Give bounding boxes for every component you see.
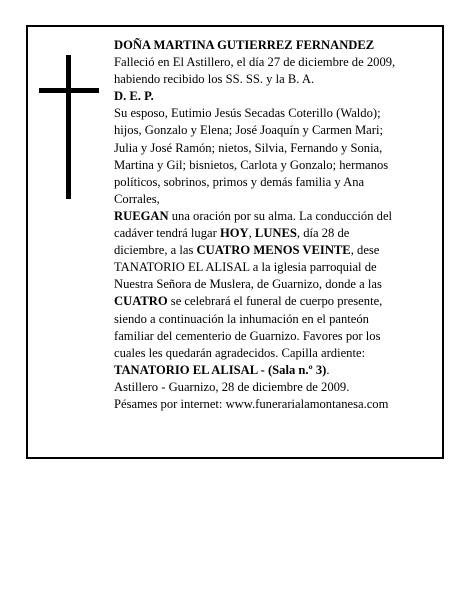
family-line: políticos, sobrinos, primos y demás familia y Ana	[114, 174, 365, 189]
procession-line: Nuestra Señora de Muslera, de Guarnizo, donde a las	[114, 277, 382, 292]
procession-line: diciembre, a las CUATRO MENOS VEINTE, dese	[114, 243, 380, 258]
procession-line: cadáver tendrá lugar HOY, LUNES, día 28 de	[114, 226, 350, 241]
request-line: RUEGAN una oración por su alma. La conducción del	[114, 208, 393, 223]
rip-line: D. E. P.	[114, 89, 154, 104]
cross-horizontal-bar	[39, 88, 99, 93]
chapel-location-line: TANATORIO EL ALISAL - (Sala n.º 3).	[114, 362, 330, 377]
cross-vertical-bar	[66, 55, 71, 199]
funeral-line: familiar del cementerio de Guarnizo. Favores por los	[114, 328, 381, 343]
funeral-line: CUATRO se celebrará el funeral de cuerpo presente,	[114, 294, 383, 309]
family-line: Julia y José Ramón; nietos, Silvia, Fernando y Sonia,	[114, 140, 383, 155]
funeral-line: siendo a continuación la inhumación en el panteón	[114, 311, 369, 326]
death-line: Falleció en El Astillero, el día 27 de diciembre de 2009,	[114, 55, 396, 70]
place-date-line: Astillero - Guarnizo, 28 de diciembre de 2009.	[114, 379, 350, 394]
name-line: DOÑA MARTINA GUTIERREZ FERNANDEZ	[114, 38, 375, 52]
latin-cross-icon	[39, 55, 99, 199]
obituary-text	[114, 37, 444, 413]
family-line: Martina y Gil; bisnietos, Carlota y Gonzalo; hermanos	[114, 157, 389, 172]
sacraments-line: habiendo recibido los SS. SS. y la B. A.	[114, 72, 315, 87]
procession-line: TANATORIO EL ALISAL a la iglesia parroquial de	[114, 260, 377, 275]
family-line: Su esposo, Eutimio Jesús Secadas Coterillo (Waldo);	[114, 106, 381, 121]
family-line: Corrales,	[114, 191, 160, 206]
chapel-line: cuales les quedarán agradecidos. Capilla ardiente:	[114, 345, 366, 360]
obituary-frame	[26, 25, 444, 459]
family-line: hijos, Gonzalo y Elena; José Joaquín y Carmen Mari;	[114, 123, 383, 138]
condolences-line: Pésames por internet: www.funerarialamontanesa.com	[114, 396, 389, 411]
